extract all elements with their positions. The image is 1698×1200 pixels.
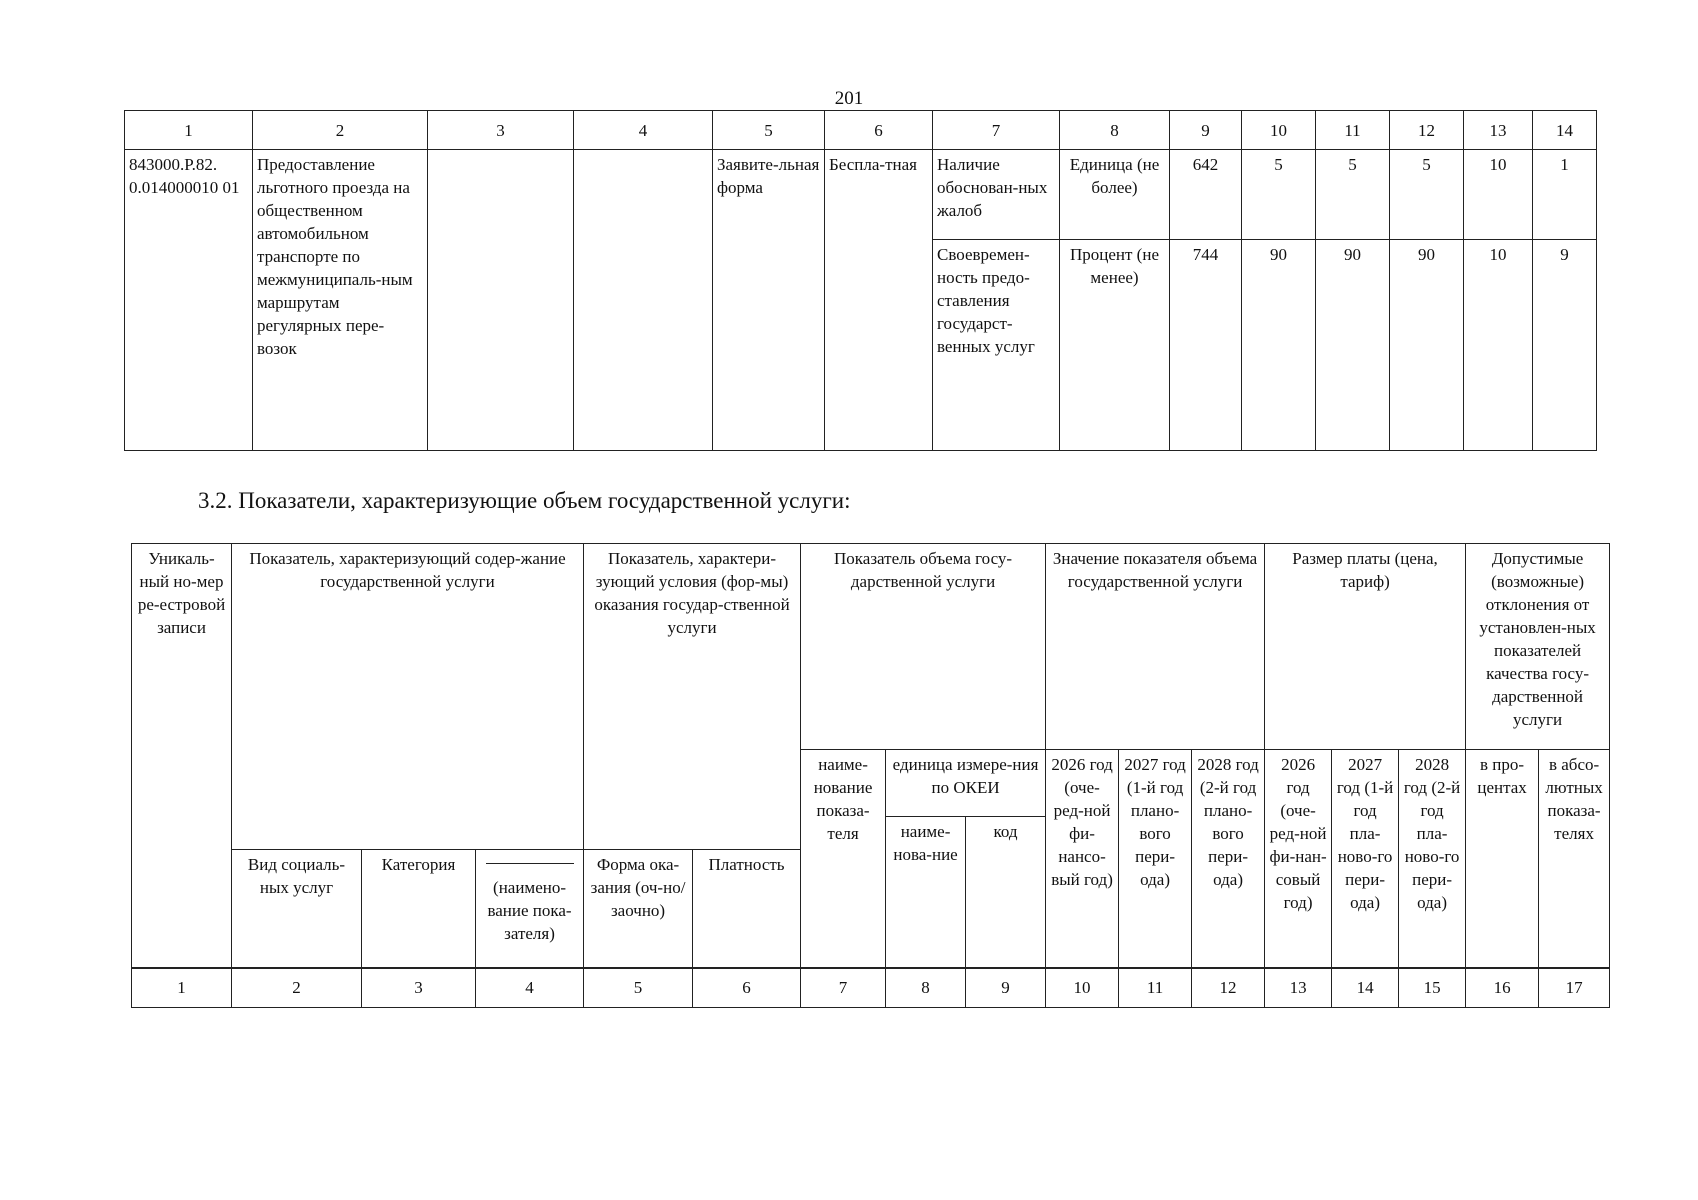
fee-2027-header: 2027 год (1-й год пла-ново-го пери-ода) [1332, 750, 1399, 968]
quality-indicators-table [124, 110, 1597, 451]
column-number: 7 [933, 111, 1060, 150]
column-number: 4 [476, 968, 584, 1008]
deviation-absolute-cell: 1 [1533, 150, 1597, 240]
volume-value-header: Значение показателя объема государственной услуги [1046, 544, 1265, 750]
volume-indicator-header: Показатель объема госу-дарственной услуги [801, 544, 1046, 750]
deviation-percent-header: в про-центах [1466, 750, 1539, 968]
column-number: 13 [1265, 968, 1332, 1008]
column-number: 16 [1466, 968, 1539, 1008]
okei-code-cell: 744 [1170, 240, 1242, 451]
column-number: 9 [1170, 111, 1242, 150]
header-row [132, 544, 1610, 750]
column-number: 14 [1332, 968, 1399, 1008]
column-number: 1 [132, 968, 232, 1008]
value-2027-header: 2027 год (1-й год плано-вого пери-ода) [1119, 750, 1192, 968]
column-number: 2 [253, 111, 428, 150]
payment-header: Платность [693, 850, 801, 968]
empty-cell [574, 150, 713, 451]
blank-line [486, 863, 574, 864]
column-number: 8 [1060, 111, 1170, 150]
column-number: 11 [1119, 968, 1192, 1008]
column-number: 10 [1046, 968, 1119, 1008]
column-number: 12 [1390, 111, 1464, 150]
column-number: 4 [574, 111, 713, 150]
section-heading: 3.2. Показатели, характеризующие объем государственной услуги: [198, 488, 851, 513]
payment-cell: Беспла-тная [825, 150, 933, 451]
service-name-cell: Предоставление льготного проезда на общественном автомобильном транспорте по межмуниципаль-ным маршрутам регулярных пере-возок [253, 150, 428, 451]
category-header: Категория [362, 850, 476, 968]
registry-code-cell: 843000.Р.82. 0.014000010 01 [125, 150, 253, 451]
column-number: 15 [1399, 968, 1466, 1008]
column-number: 2 [232, 968, 362, 1008]
column-numbers-row [132, 968, 1610, 1008]
column-number: 7 [801, 968, 886, 1008]
column-number: 13 [1464, 111, 1533, 150]
column-number: 1 [125, 111, 253, 150]
indicator-name-header: наиме-нование показа-теля [801, 750, 886, 968]
indicator-name-cell: Наличие обоснован-ных жалоб [933, 150, 1060, 240]
value-2026-header: 2026 год (оче-ред-ной фи-нансо-вый год) [1046, 750, 1119, 968]
okei-unit-header: единица измере-ния по ОКЕИ [886, 750, 1046, 817]
column-number: 17 [1539, 968, 1610, 1008]
value-2027-cell: 5 [1316, 150, 1390, 240]
column-number: 3 [362, 968, 476, 1008]
value-2026-cell: 90 [1242, 240, 1316, 451]
column-number: 10 [1242, 111, 1316, 150]
deviation-absolute-cell: 9 [1533, 240, 1597, 451]
unit-cell: Процент (не менее) [1060, 240, 1170, 451]
unit-code-header: код [966, 817, 1046, 968]
column-number: 8 [886, 968, 966, 1008]
value-2027-cell: 90 [1316, 240, 1390, 451]
blank-indicator-header [476, 850, 584, 968]
column-number: 12 [1192, 968, 1265, 1008]
table-row [125, 150, 1597, 240]
value-2028-cell: 5 [1390, 150, 1464, 240]
column-number: 3 [428, 111, 574, 150]
empty-cell [428, 150, 574, 451]
column-number: 5 [584, 968, 693, 1008]
value-2026-cell: 5 [1242, 150, 1316, 240]
deviation-header: Допустимые (возможные) отклонения от установлен-ных показателей качества госу-дарственной услуги [1466, 544, 1610, 750]
volume-indicators-table [131, 543, 1610, 1008]
unit-cell: Единица (не более) [1060, 150, 1170, 240]
column-number: 5 [713, 111, 825, 150]
column-number: 9 [966, 968, 1046, 1008]
column-number: 6 [825, 111, 933, 150]
unique-number-header: Уникаль-ный но-мер ре-естровой записи [132, 544, 232, 968]
social-service-type-header: Вид социаль-ных услуг [232, 850, 362, 968]
fee-2026-header: 2026 год (оче-ред-ной фи-нан-совый год) [1265, 750, 1332, 968]
column-number: 6 [693, 968, 801, 1008]
content-indicator-header: Показатель, характеризующий содер-жание государственной услуги [232, 544, 584, 850]
form-header: Форма ока-зания (оч-но/заочно) [584, 850, 693, 968]
column-numbers-row [125, 111, 1597, 150]
fee-2028-header: 2028 год (2-й год пла-ново-го пери-ода) [1399, 750, 1466, 968]
deviation-percent-cell: 10 [1464, 240, 1533, 451]
value-2028-cell: 90 [1390, 240, 1464, 451]
column-number: 14 [1533, 111, 1597, 150]
okei-code-cell: 642 [1170, 150, 1242, 240]
column-number: 11 [1316, 111, 1390, 150]
page-number: 201 [834, 88, 864, 109]
fee-header: Размер платы (цена, тариф) [1265, 544, 1466, 750]
form-cell: Заявите-льная форма [713, 150, 825, 451]
blank-indicator-label: (наимено-вание пока-зателя) [487, 878, 572, 943]
unit-name-header: наиме-нова-ние [886, 817, 966, 968]
deviation-percent-cell: 10 [1464, 150, 1533, 240]
conditions-indicator-header: Показатель, характери-зующий условия (фор-мы) оказания государ-ственной услуги [584, 544, 801, 850]
value-2028-header: 2028 год (2-й год плано-вого пери-ода) [1192, 750, 1265, 968]
indicator-name-cell: Своевремен-ность предо-ставления государст-венных услуг [933, 240, 1060, 451]
deviation-absolute-header: в абсо-лютных показа-телях [1539, 750, 1610, 968]
